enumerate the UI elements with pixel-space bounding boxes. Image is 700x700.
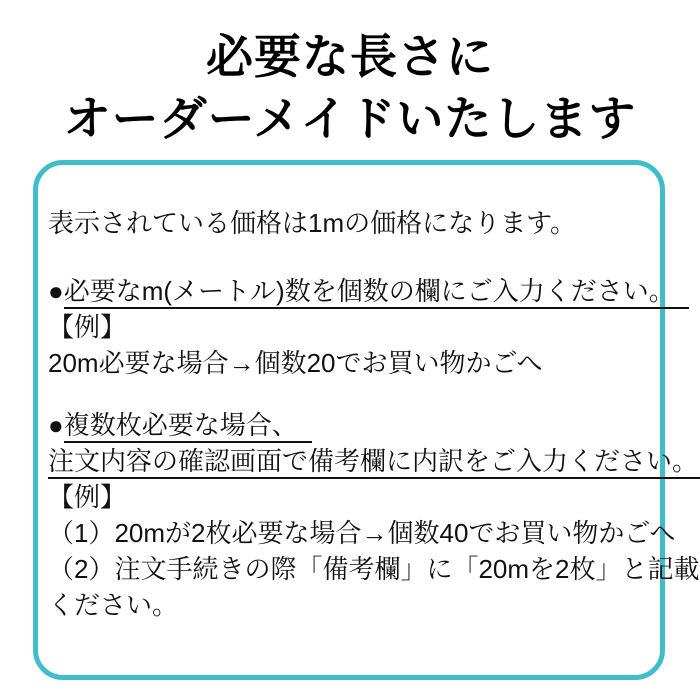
price-note-text: 表示されている価格は1mの価格になります。 [48,208,577,238]
example-1-label: 【例】 [48,312,127,342]
example-2-item-2-continued: ください。 [48,590,179,620]
instruction-2-line2 [48,443,699,479]
example-2-label: 【例】 [48,482,127,512]
example-1-text: 20m必要な場合→個数20でお買い物かごへ [48,348,543,378]
instruction-1-text: 必要なm(メートル)数を個数の欄にご入力ください。 [64,276,689,309]
instruction-2-heading [48,407,648,443]
example-2-item-2: （2）注文手続きの際「備考欄」に「20mを2枚」と記載 [48,554,700,584]
instruction-1-heading [48,273,675,309]
instruction-2-text-line1: 複数枚必要な場合、 [64,410,312,443]
title-line-1: 必要な長さに [206,30,494,83]
example-2-item-1: （1）20mが2枚必要な場合→個数40でお買い物かごへ [48,518,676,548]
instruction-2-text-line2: 注文内容の確認画面で備考欄に内訳をご入力ください。 [48,446,700,479]
bullet-icon: ● [48,276,64,306]
title-line-2: オーダーメイドいたします [63,92,637,145]
page-title [0,26,700,150]
info-box [33,160,700,680]
bullet-icon: ● [48,410,64,440]
